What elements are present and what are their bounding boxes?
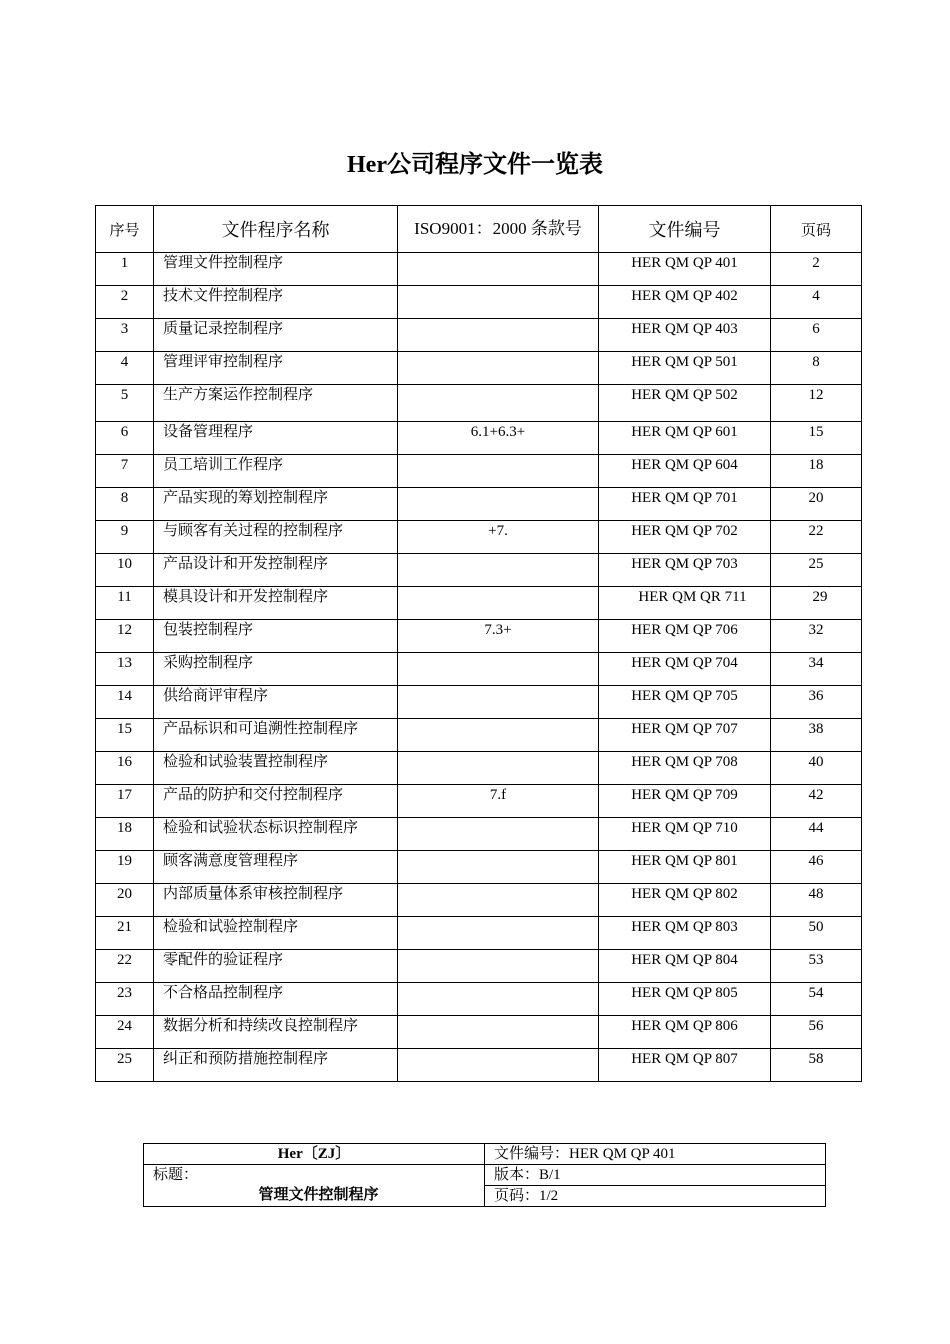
row-seq: 16 <box>96 752 154 785</box>
row-seq: 15 <box>96 719 154 752</box>
row-code: HER QM QP 403 <box>599 319 771 352</box>
row-iso <box>398 385 599 422</box>
row-seq: 17 <box>96 785 154 818</box>
row-page: 4 <box>771 286 862 319</box>
row-iso <box>398 1016 599 1049</box>
row-seq: 8 <box>96 488 154 521</box>
row-code: HER QM QP 803 <box>599 917 771 950</box>
row-seq: 1 <box>96 253 154 286</box>
row-iso <box>398 752 599 785</box>
row-seq: 18 <box>96 818 154 851</box>
table-row <box>96 752 862 785</box>
row-seq: 4 <box>96 352 154 385</box>
row-iso <box>398 286 599 319</box>
table-header-row <box>96 206 862 253</box>
row-page: 40 <box>771 752 862 785</box>
footer-company: Her〔ZJ〕 <box>144 1144 485 1165</box>
row-iso <box>398 884 599 917</box>
row-name: 包装控制程序 <box>154 620 398 653</box>
row-code: HER QM QP 402 <box>599 286 771 319</box>
row-page: 12 <box>771 385 862 422</box>
row-iso <box>398 352 599 385</box>
row-page: 8 <box>771 352 862 385</box>
row-iso <box>398 1049 599 1082</box>
row-iso <box>398 719 599 752</box>
row-code: HER QM QP 604 <box>599 455 771 488</box>
footer-title-value: 管理文件控制程序 <box>258 1187 379 1203</box>
footer-title-cell <box>144 1165 485 1207</box>
row-name: 检验和试验控制程序 <box>154 917 398 950</box>
table-row <box>96 385 862 422</box>
row-name: 产品的防护和交付控制程序 <box>154 785 398 818</box>
table-row <box>96 554 862 587</box>
row-iso <box>398 686 599 719</box>
row-seq: 9 <box>96 521 154 554</box>
row-page: 18 <box>771 455 862 488</box>
row-name: 采购控制程序 <box>154 653 398 686</box>
row-seq: 21 <box>96 917 154 950</box>
row-name: 供给商评审程序 <box>154 686 398 719</box>
row-iso <box>398 851 599 884</box>
table-row <box>96 917 862 950</box>
row-name: 模具设计和开发控制程序 <box>154 587 398 620</box>
table-row <box>96 587 862 620</box>
row-code: HER QM QP 806 <box>599 1016 771 1049</box>
row-code: HER QM QP 705 <box>599 686 771 719</box>
row-iso <box>398 488 599 521</box>
table-row <box>96 455 862 488</box>
row-name: 检验和试验状态标识控制程序 <box>154 818 398 851</box>
row-code: HER QM QP 501 <box>599 352 771 385</box>
row-name: 技术文件控制程序 <box>154 286 398 319</box>
row-name: 纠正和预防措施控制程序 <box>154 1049 398 1082</box>
footer-title-label: 标题： <box>153 1167 199 1183</box>
row-seq: 25 <box>96 1049 154 1082</box>
row-seq: 10 <box>96 554 154 587</box>
row-page: 36 <box>771 686 862 719</box>
row-iso <box>398 253 599 286</box>
row-page: 6 <box>771 319 862 352</box>
table-row <box>96 488 862 521</box>
row-seq: 3 <box>96 319 154 352</box>
procedure-list-table <box>95 205 862 1082</box>
row-iso <box>398 455 599 488</box>
row-seq: 22 <box>96 950 154 983</box>
header-code: 文件编号 <box>599 206 771 253</box>
row-iso: +7. <box>398 521 599 554</box>
row-code: HER QM QP 802 <box>599 884 771 917</box>
row-name: 与顾客有关过程的控制程序 <box>154 521 398 554</box>
row-iso <box>398 587 599 620</box>
row-iso <box>398 983 599 1016</box>
row-seq: 24 <box>96 1016 154 1049</box>
row-code: HER QM QP 703 <box>599 554 771 587</box>
row-code: HER QM QR 711 <box>599 587 771 620</box>
row-name: 员工培训工作程序 <box>154 455 398 488</box>
table-row <box>96 851 862 884</box>
header-iso: ISO9001：2000 条款号 <box>398 206 599 253</box>
table-row <box>96 319 862 352</box>
row-page: 56 <box>771 1016 862 1049</box>
row-code: HER QM QP 708 <box>599 752 771 785</box>
row-page: 46 <box>771 851 862 884</box>
row-page: 25 <box>771 554 862 587</box>
row-name: 管理文件控制程序 <box>154 253 398 286</box>
table-row <box>96 653 862 686</box>
row-seq: 7 <box>96 455 154 488</box>
header-seq: 序号 <box>96 206 154 253</box>
row-code: HER QM QP 807 <box>599 1049 771 1082</box>
row-iso <box>398 818 599 851</box>
row-iso <box>398 950 599 983</box>
row-name: 产品实现的筹划控制程序 <box>154 488 398 521</box>
row-code: HER QM QP 801 <box>599 851 771 884</box>
row-seq: 13 <box>96 653 154 686</box>
row-iso: 7.f <box>398 785 599 818</box>
row-iso <box>398 917 599 950</box>
row-name: 数据分析和持续改良控制程序 <box>154 1016 398 1049</box>
row-iso <box>398 319 599 352</box>
row-page: 34 <box>771 653 862 686</box>
page-title: Her公司程序文件一览表 <box>347 152 603 178</box>
row-name: 检验和试验装置控制程序 <box>154 752 398 785</box>
row-code: HER QM QP 601 <box>599 422 771 455</box>
row-seq: 11 <box>96 587 154 620</box>
footer-page: 页码：1/2 <box>485 1186 826 1207</box>
table-row <box>96 521 862 554</box>
row-name: 生产方案运作控制程序 <box>154 385 398 422</box>
row-seq: 2 <box>96 286 154 319</box>
table-row <box>96 785 862 818</box>
row-seq: 5 <box>96 385 154 422</box>
row-code: HER QM QP 707 <box>599 719 771 752</box>
row-page: 2 <box>771 253 862 286</box>
row-code: HER QM QP 704 <box>599 653 771 686</box>
table-row <box>96 818 862 851</box>
row-name: 不合格品控制程序 <box>154 983 398 1016</box>
row-page: 42 <box>771 785 862 818</box>
header-page: 页码 <box>771 206 862 253</box>
table-row <box>96 884 862 917</box>
row-seq: 12 <box>96 620 154 653</box>
row-code: HER QM QP 706 <box>599 620 771 653</box>
row-page: 50 <box>771 917 862 950</box>
table-row <box>96 620 862 653</box>
table-row <box>96 686 862 719</box>
row-name: 零配件的验证程序 <box>154 950 398 983</box>
row-page: 54 <box>771 983 862 1016</box>
row-page: 29 <box>771 587 862 620</box>
table-row <box>96 286 862 319</box>
row-name: 产品标识和可追溯性控制程序 <box>154 719 398 752</box>
row-seq: 20 <box>96 884 154 917</box>
row-page: 48 <box>771 884 862 917</box>
row-code: HER QM QP 709 <box>599 785 771 818</box>
row-name: 顾客满意度管理程序 <box>154 851 398 884</box>
row-name: 管理评审控制程序 <box>154 352 398 385</box>
row-page: 22 <box>771 521 862 554</box>
row-page: 15 <box>771 422 862 455</box>
row-seq: 14 <box>96 686 154 719</box>
footer-doc-number: 文件编号：HER QM QP 401 <box>485 1144 826 1165</box>
table-row <box>96 253 862 286</box>
row-code: HER QM QP 701 <box>599 488 771 521</box>
footer-version: 版本：B/1 <box>485 1165 826 1186</box>
row-page: 32 <box>771 620 862 653</box>
row-name: 质量记录控制程序 <box>154 319 398 352</box>
row-code: HER QM QP 401 <box>599 253 771 286</box>
row-iso <box>398 653 599 686</box>
row-code: HER QM QP 502 <box>599 385 771 422</box>
row-code: HER QM QP 805 <box>599 983 771 1016</box>
row-iso: 7.3+ <box>398 620 599 653</box>
row-page: 58 <box>771 1049 862 1082</box>
document-footer-table <box>143 1143 826 1207</box>
row-seq: 23 <box>96 983 154 1016</box>
table-row <box>96 1049 862 1082</box>
table-row <box>96 422 862 455</box>
row-iso: 6.1+6.3+ <box>398 422 599 455</box>
row-name: 内部质量体系审核控制程序 <box>154 884 398 917</box>
row-page: 20 <box>771 488 862 521</box>
row-seq: 19 <box>96 851 154 884</box>
row-code: HER QM QP 804 <box>599 950 771 983</box>
header-name: 文件程序名称 <box>154 206 398 253</box>
row-code: HER QM QP 702 <box>599 521 771 554</box>
table-row <box>96 352 862 385</box>
row-page: 38 <box>771 719 862 752</box>
row-code: HER QM QP 710 <box>599 818 771 851</box>
table-row <box>96 719 862 752</box>
table-row <box>96 983 862 1016</box>
row-iso <box>398 554 599 587</box>
row-seq: 6 <box>96 422 154 455</box>
table-row <box>96 1016 862 1049</box>
row-name: 设备管理程序 <box>154 422 398 455</box>
row-page: 53 <box>771 950 862 983</box>
row-name: 产品设计和开发控制程序 <box>154 554 398 587</box>
row-page: 44 <box>771 818 862 851</box>
table-row <box>96 950 862 983</box>
